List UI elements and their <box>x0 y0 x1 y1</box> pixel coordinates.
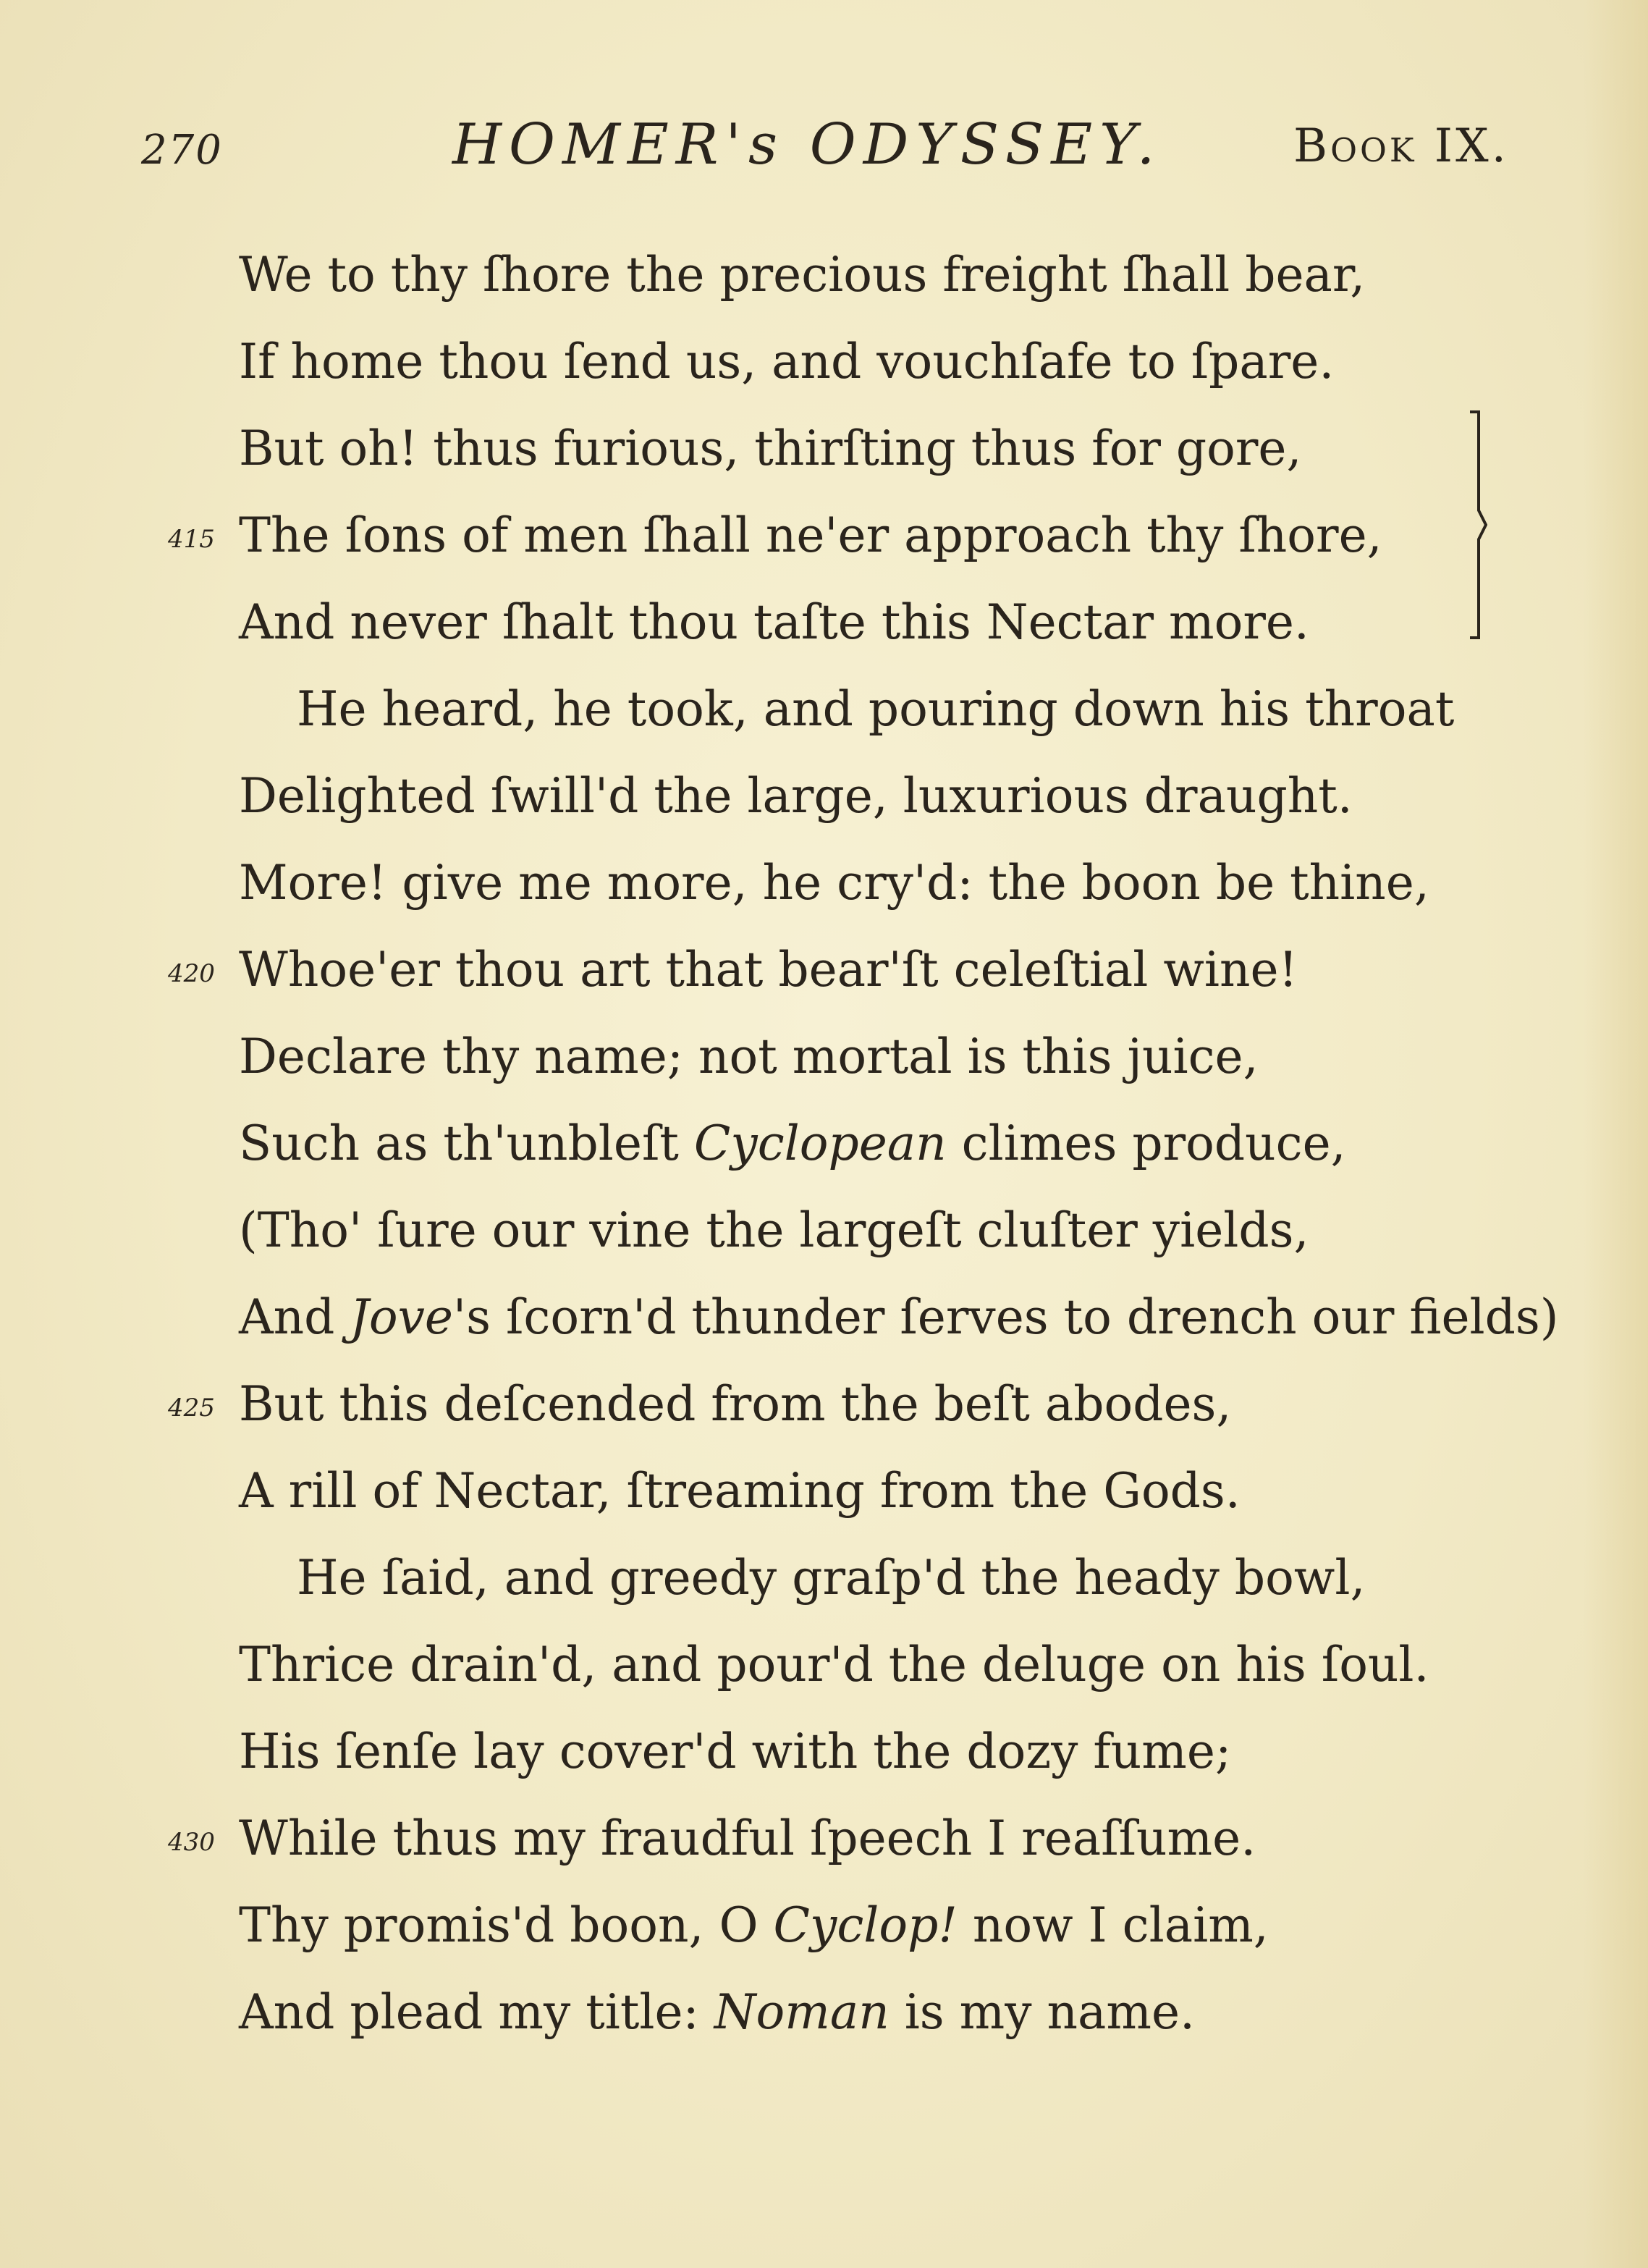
italic-word: Noman <box>714 1984 890 2040</box>
verse-text <box>239 232 1365 319</box>
italic-word: Cyclopean <box>693 1116 947 1171</box>
verse-text <box>239 1795 1256 1882</box>
italic-word: Jove <box>350 1289 453 1345</box>
verse-line <box>145 1535 1520 1622</box>
verse-line <box>145 1187 1520 1274</box>
verse-text <box>239 1448 1241 1535</box>
line-number: 425 <box>168 1394 215 1422</box>
running-title: HOMER's ODYSSEY. <box>452 112 1162 177</box>
verse-line <box>145 1361 1520 1448</box>
verse-text <box>297 1535 1365 1622</box>
triplet-brace <box>1466 409 1487 641</box>
line-number: 415 <box>168 525 215 554</box>
verse-line <box>145 1013 1520 1100</box>
verse-segment: But this deſcended from the beſt abodes, <box>239 1376 1232 1432</box>
verse-segment: If home thou ſend us, and vouchſafe to ſpare. <box>239 334 1335 389</box>
verse-segment: He heard, he took, and pouring down his throat <box>297 681 1455 737</box>
verse-line <box>145 1708 1520 1795</box>
verse-line <box>145 1795 1520 1882</box>
verse-text <box>239 319 1334 405</box>
verse-segment: But oh! thus furious, thirſting thus for gore, <box>239 421 1302 476</box>
verse-text <box>239 1361 1231 1448</box>
verse-text <box>239 1274 1559 1361</box>
book-label: Book IX. <box>1293 119 1509 173</box>
verse-segment: Delighted ſwill'd the large, luxurious draught. <box>239 768 1353 824</box>
verse-line <box>145 753 1520 840</box>
verse-segment: And never ſhalt thou taſte this Nectar more. <box>239 594 1309 650</box>
verse-text <box>239 1100 1346 1187</box>
verse-line <box>145 927 1520 1013</box>
verse-text <box>239 405 1301 492</box>
verse-line <box>145 579 1520 666</box>
verse-segment: A rill of Nectar, ſtreaming from the Gods. <box>239 1463 1241 1519</box>
verse-segment: He ſaid, and greedy graſp'd the heady bowl, <box>297 1550 1366 1606</box>
verse-line <box>145 1882 1520 1969</box>
page-edge-shadow <box>1583 0 1648 2268</box>
verse-line <box>145 666 1520 753</box>
verse-line <box>145 319 1520 405</box>
verse-text <box>297 666 1454 753</box>
verse-segment: While thus my fraudful ſpeech I reaſſume. <box>239 1810 1256 1866</box>
verse-text <box>239 840 1429 927</box>
verse-text <box>239 1969 1195 2056</box>
verse-line <box>145 232 1520 319</box>
verse-segment: Thy promis'd boon, O <box>239 1897 774 1953</box>
page-number: 270 <box>141 127 223 174</box>
verse-segment: Whoe'er thou art that bear'ſt celeſtial wine! <box>239 942 1298 998</box>
verse-segment: Such as th'unbleſt <box>239 1116 694 1171</box>
verse-text <box>239 1708 1231 1795</box>
line-number: 430 <box>168 1828 215 1857</box>
verse-text <box>239 1187 1309 1274</box>
verse-line <box>145 840 1520 927</box>
poem-text <box>145 232 1559 2056</box>
verse-segment: And plead my title: <box>239 1984 714 2040</box>
italic-word: Cyclop! <box>773 1897 958 1953</box>
verse-segment: Declare thy name; not mortal is this juice, <box>239 1029 1259 1084</box>
verse-text <box>239 1882 1269 1969</box>
verse-segment: And <box>239 1289 350 1345</box>
verse-text <box>239 927 1298 1013</box>
verse-segment: 's ſcorn'd thunder ſerves to drench our fields) <box>452 1289 1559 1345</box>
verse-text <box>239 753 1353 840</box>
verse-line <box>145 492 1520 579</box>
verse-segment: We to thy ſhore the precious freight ſhall bear, <box>239 247 1366 303</box>
verse-segment: The ſons of men ſhall ne'er approach thy ſhore, <box>239 507 1382 563</box>
verse-line <box>145 405 1520 492</box>
verse-segment: (Tho' ſure our vine the largeſt cluſter yields, <box>239 1202 1309 1258</box>
verse-line <box>145 1969 1520 2056</box>
verse-line <box>145 1100 1520 1187</box>
verse-segment: is my name. <box>889 1984 1195 2040</box>
running-header <box>141 112 1509 192</box>
verse-text <box>239 492 1382 579</box>
verse-text <box>239 1622 1429 1708</box>
verse-line <box>145 1274 1559 1361</box>
verse-text <box>239 579 1309 666</box>
line-number: 420 <box>168 959 215 988</box>
verse-segment: climes produce, <box>946 1116 1346 1171</box>
verse-line <box>145 1622 1520 1708</box>
verse-segment: Thrice drain'd, and pour'd the deluge on his ſoul. <box>239 1637 1429 1692</box>
verse-text <box>239 1013 1259 1100</box>
verse-line <box>145 1448 1520 1535</box>
verse-segment: His ſenſe lay cover'd with the dozy fume; <box>239 1724 1232 1779</box>
verse-segment: now I claim, <box>957 1897 1269 1953</box>
verse-segment: More! give me more, he cry'd: the boon be thine, <box>239 855 1429 911</box>
